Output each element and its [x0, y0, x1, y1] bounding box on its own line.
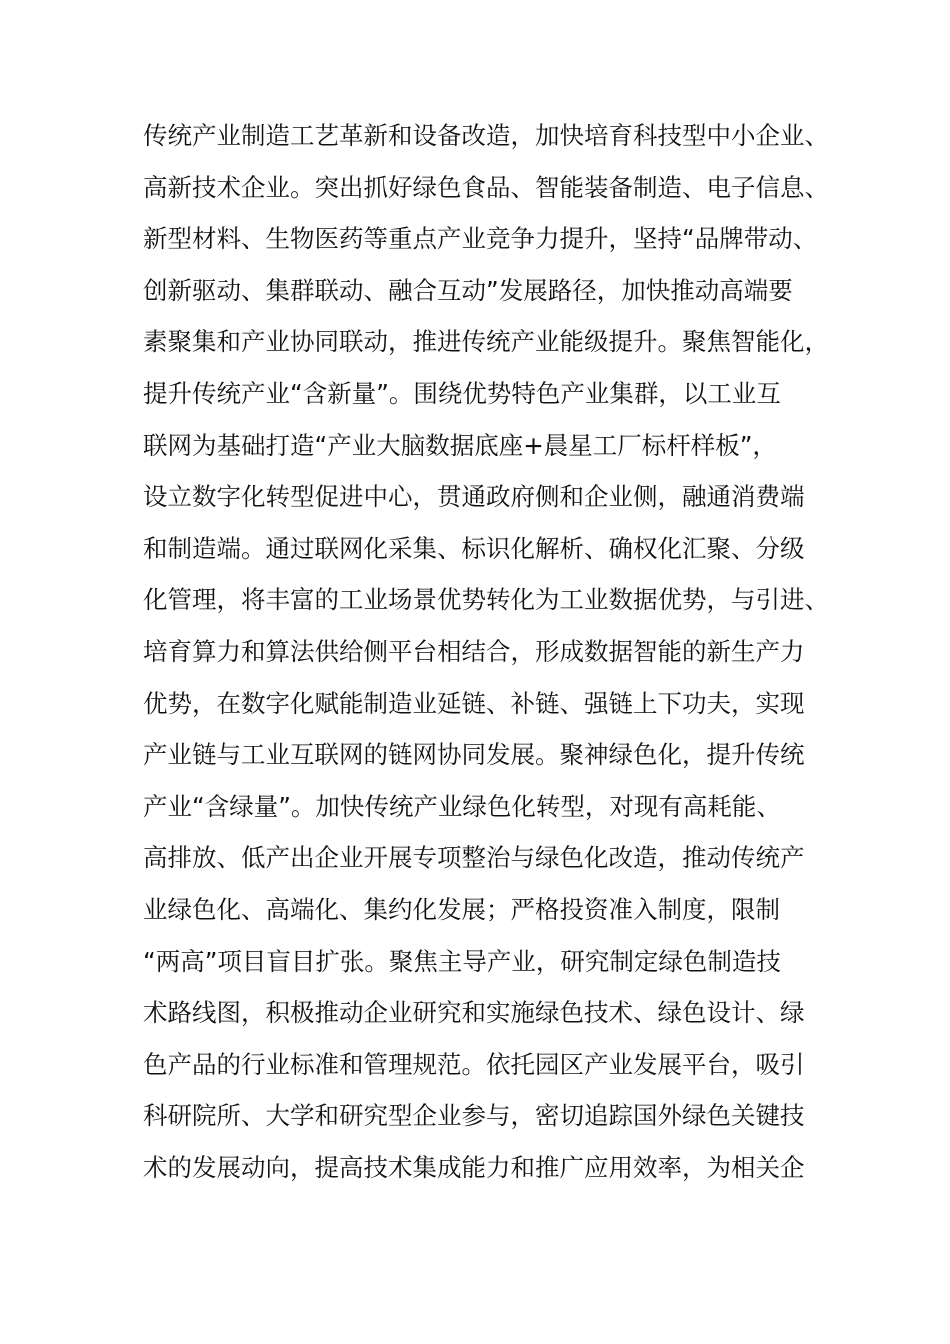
body-paragraph — [143, 110, 843, 1193]
text-line: 产业“含绿量”。加快传统产业绿色化转型，对现有高耗能、 — [143, 791, 781, 821]
text-line: 高新技术企业。突出抓好绿色食品、智能装备制造、电子信息、 — [143, 172, 829, 202]
text-line: 和制造端。通过联网化采集、标识化解析、确权化汇聚、分级 — [143, 533, 805, 563]
text-line: 创新驱动、集群联动、融合互动”发展路径，加快推动高端要 — [143, 275, 793, 305]
text-line: “两高”项目盲目扩张。聚焦主导产业，研究制定绿色制造技 — [143, 946, 781, 976]
text-line: 培育算力和算法供给侧平台相结合，形成数据智能的新生产力 — [143, 636, 805, 666]
text-line: 素聚集和产业协同联动，推进传统产业能级提升。聚焦智能化， — [143, 327, 829, 357]
text-line: 色产品的行业标准和管理规范。依托园区产业发展平台，吸引 — [143, 1049, 805, 1079]
text-line: 术路线图，积极推动企业研究和实施绿色技术、绿色设计、绿 — [143, 998, 805, 1028]
text-line: 提升传统产业“含新量”。围绕优势特色产业集群，以工业互 — [143, 378, 781, 408]
text-line: 科研院所、大学和研究型企业参与，密切追踪国外绿色关键技 — [143, 1101, 805, 1131]
text-line: 新型材料、生物医药等重点产业竞争力提升，坚持“品牌带动、 — [143, 224, 818, 254]
text-line: 设立数字化转型促进中心，贯通政府侧和企业侧，融通消费端 — [143, 482, 805, 512]
text-line: 产业链与工业互联网的链网协同发展。聚神绿色化，提升传统 — [143, 740, 805, 770]
text-line: 高排放、低产出企业开展专项整治与绿色化改造，推动传统产 — [143, 843, 805, 873]
text-line: 术的发展动向，提高技术集成能力和推广应用效率，为相关企 — [143, 1152, 805, 1182]
text-line: 传统产业制造工艺革新和设备改造，加快培育科技型中小企业、 — [143, 121, 829, 150]
text-line: 化管理，将丰富的工业场景优势转化为工业数据优势，与引进、 — [143, 585, 829, 615]
text-line: 业绿色化、高端化、集约化发展；严格投资准入制度，限制 — [143, 894, 780, 924]
text-line: 优势，在数字化赋能制造业延链、补链、强链上下功夫，实现 — [143, 688, 805, 718]
text-line: 联网为基础打造“产业大脑数据底座+晨星工厂标杆样板”， — [143, 430, 777, 460]
